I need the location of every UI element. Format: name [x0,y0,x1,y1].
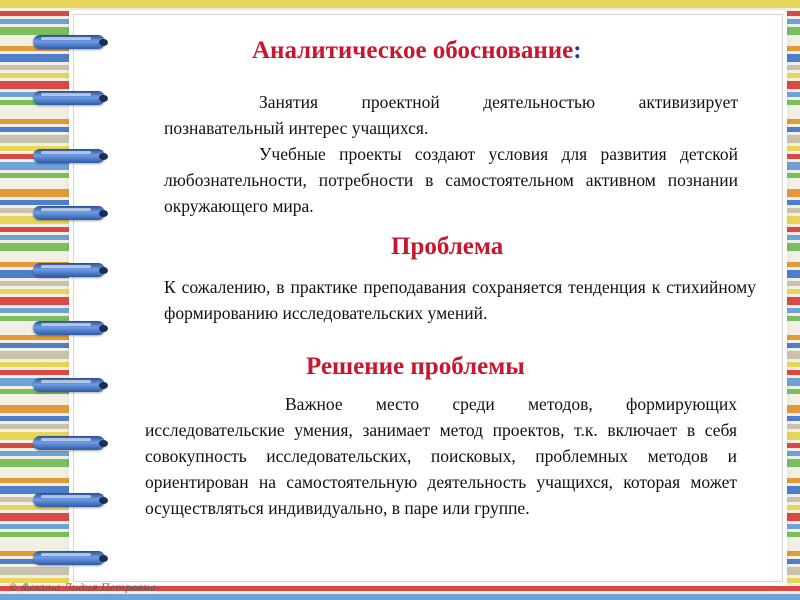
problem-paragraph: К сожалению, в практике преподавания сохраняется тенденция к стихийному формированию исследовательских умений. [164,277,756,323]
analysis-paragraph-1: Занятия проектной деятельностью активизирует познавательный интерес учащихся. [164,92,738,138]
binder-ring [33,373,105,397]
heading-solution: Решение проблемы [306,353,525,380]
heading-colon: : [573,37,582,64]
solution-text [145,391,737,521]
binder-ring [33,488,105,512]
binder-ring [33,30,105,54]
analysis-paragraph-2: Учебные проекты создают условия для развития детской любознательности, потребности в самостоятельном активном познании окружающего мира. [164,144,738,216]
analysis-text [164,89,738,219]
background-stripe [0,0,800,8]
binder-ring [33,316,105,340]
binder-ring [33,546,105,570]
binder-ring [33,201,105,225]
binder-ring [33,144,105,168]
copyright-note: © Фокина Лидия Петровна [8,583,156,594]
binder-ring [33,86,105,110]
binder-ring [33,258,105,282]
heading-problem: Проблема [391,233,504,260]
heading-analysis: Аналитическое обоснование: [252,37,582,64]
solution-paragraph: Важное место среди методов, формирующих исследовательские умения, занимает метод проектов, т.к. включает в себя совокупность исследовательских, поисковых, проблемных методов и ориентирован на самостоятельную деятельность учащихся, которая может осуществляться индивидуально, в паре или группе. [145,394,737,518]
background-stripe [0,594,800,600]
binder-ring [33,431,105,455]
problem-text [164,274,756,326]
slide-card [73,14,783,582]
